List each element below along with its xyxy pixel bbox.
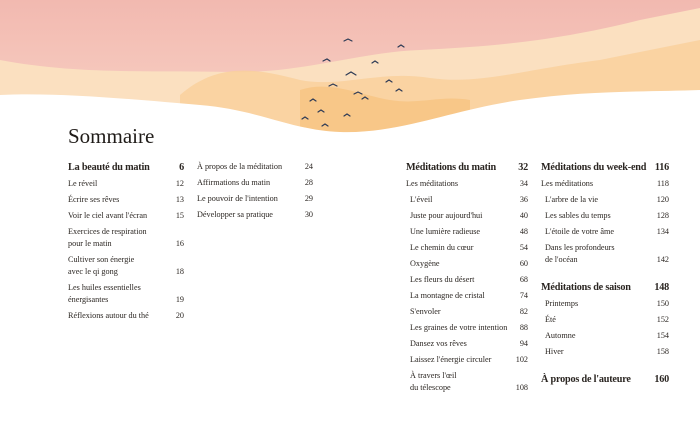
toc-page-number: 54 <box>519 243 528 252</box>
toc-page-number: 102 <box>515 355 528 364</box>
toc-entry-label: Méditations du week-end <box>541 162 647 173</box>
toc-page-number: 74 <box>519 291 528 300</box>
toc-entry <box>541 330 669 342</box>
toc-entry <box>68 226 184 250</box>
toc-entry-label: Écrire ses rêves <box>68 195 120 204</box>
toc-entry <box>541 242 669 266</box>
toc-page-number: 60 <box>519 259 528 268</box>
toc-column-2 <box>197 161 313 225</box>
toc-entry-label: L'éveil <box>410 195 433 204</box>
toc-entry-label: Cultiver son énergie avec le qi gong <box>68 255 135 276</box>
toc-page-number: 118 <box>657 179 669 188</box>
toc-entry <box>68 282 184 306</box>
toc-entry-label: La beauté du matin <box>68 162 150 173</box>
toc-entry-label: Hiver <box>545 347 564 356</box>
toc-entry-label: S'envoler <box>410 307 441 316</box>
toc-page-number: 134 <box>656 227 669 236</box>
toc-entry <box>406 290 528 302</box>
toc-entry <box>68 254 184 278</box>
toc-page-number: 16 <box>175 239 184 248</box>
toc-entry-label: À propos de la méditation <box>197 162 283 171</box>
toc-entry-label: Réflexions autour du thé <box>68 311 149 320</box>
toc-page-number: 158 <box>656 347 669 356</box>
toc-page-number: 32 <box>518 162 528 173</box>
toc-page-number: 116 <box>654 162 669 173</box>
toc-entry-label: Les méditations <box>406 179 459 188</box>
toc-entry <box>197 161 313 173</box>
toc-entry <box>406 274 528 286</box>
toc-entry <box>406 322 528 334</box>
toc-entry <box>68 194 184 206</box>
toc-entry-label: Le réveil <box>68 179 98 188</box>
toc-entry-label: Été <box>545 315 556 324</box>
toc-page-number: 40 <box>519 211 528 220</box>
toc-page-number: 13 <box>175 195 184 204</box>
toc-entry-label: Le pouvoir de l'intention <box>197 194 278 203</box>
toc-entry <box>541 314 669 326</box>
toc-section-heading <box>541 281 669 294</box>
toc-page-number: 88 <box>519 323 528 332</box>
toc-section-heading <box>406 161 528 174</box>
toc-page-number: 160 <box>654 374 669 385</box>
toc-entry <box>406 338 528 350</box>
toc-entry-label: À travers l'œil du télescope <box>410 371 457 392</box>
toc-entry-label: Méditations du matin <box>406 162 496 173</box>
toc-entry <box>541 226 669 238</box>
toc-entry-label: Les graines de votre intention <box>410 323 508 332</box>
toc-page-number: 142 <box>656 255 669 264</box>
toc-page-number: 20 <box>175 311 184 320</box>
toc-page-number: 148 <box>654 282 669 293</box>
toc-entry-label: Voir le ciel avant l'écran <box>68 211 148 220</box>
toc-column-3 <box>406 161 528 398</box>
toc-section-heading <box>68 161 184 174</box>
toc-entry-label: À propos de l'auteure <box>541 374 631 385</box>
toc-page-number: 150 <box>656 299 669 308</box>
toc-entry <box>406 258 528 270</box>
toc-entry-label: Les méditations <box>541 179 594 188</box>
page-title: Sommaire <box>68 124 155 148</box>
toc-section-heading <box>541 373 669 386</box>
toc-entry-label: L'étoile de votre âme <box>545 227 614 236</box>
toc-entry-label: Juste pour aujourd'hui <box>410 211 483 220</box>
toc-entry-label: Affirmations du matin <box>197 178 271 187</box>
toc-page-number: 24 <box>304 162 313 171</box>
toc-page-number: 48 <box>519 227 528 236</box>
toc-entry-label: Les fleurs du désert <box>410 275 475 284</box>
toc-entry <box>197 193 313 205</box>
toc-page-number: 36 <box>519 195 528 204</box>
toc-page-number: 30 <box>304 210 313 219</box>
toc-entry <box>406 242 528 254</box>
toc-page-number: 12 <box>175 179 184 188</box>
toc-entry <box>406 210 528 222</box>
toc-entry-label: La montagne de cristal <box>410 291 485 300</box>
toc-entry-label: L'arbre de la vie <box>545 195 599 204</box>
toc-page-number: 29 <box>304 194 313 203</box>
toc-entry <box>406 370 528 394</box>
toc-section-heading <box>541 161 669 174</box>
toc-entry <box>68 178 184 190</box>
toc-page-number: 152 <box>656 315 669 324</box>
toc-entry-label: Les huiles essentielles énergisantes <box>68 283 141 304</box>
toc-entry <box>406 226 528 238</box>
toc-entry <box>197 177 313 189</box>
toc-entry <box>68 310 184 322</box>
toc-entry <box>541 194 669 206</box>
toc-column-4 <box>541 161 669 390</box>
toc-entry <box>68 210 184 222</box>
toc-entry <box>406 306 528 318</box>
toc-entry-label: Oxygène <box>410 259 440 268</box>
toc-page-number: 34 <box>519 179 528 188</box>
toc-page-number: 128 <box>656 211 669 220</box>
toc-page-number: 154 <box>656 331 669 340</box>
toc-entry-label: Les sables du temps <box>545 211 611 220</box>
toc-page-number: 18 <box>175 267 184 276</box>
toc-page-number: 82 <box>519 307 528 316</box>
toc-entry <box>541 210 669 222</box>
toc-entry-label: Laissez l'énergie circuler <box>410 355 492 364</box>
watercolor-sky-illustration <box>0 0 700 140</box>
toc-entry <box>541 346 669 358</box>
toc-entry-label: Développer sa pratique <box>197 210 273 219</box>
toc-entry <box>197 209 313 221</box>
toc-page-number: 19 <box>175 295 184 304</box>
toc-entry-label: Exercices de respiration pour le matin <box>68 227 147 248</box>
toc-page-number: 120 <box>656 195 669 204</box>
toc-page-number: 6 <box>179 162 184 173</box>
toc-entry-label: Automne <box>545 331 576 340</box>
toc-page-number: 68 <box>519 275 528 284</box>
toc-entry <box>541 178 669 190</box>
toc-page-number: 15 <box>175 211 184 220</box>
toc-entry-label: Le chemin du cœur <box>410 243 474 252</box>
toc-page-number: 28 <box>304 178 313 187</box>
toc-entry-label: Dansez vos rêves <box>410 339 467 348</box>
toc-column-1 <box>68 161 184 326</box>
toc-entry-label: Printemps <box>545 299 579 308</box>
toc-page-number: 94 <box>519 339 528 348</box>
toc-entry-label: Une lumière radieuse <box>410 227 481 236</box>
toc-entry-label: Méditations de saison <box>541 282 631 293</box>
toc-entry <box>406 178 528 190</box>
toc-page-number: 108 <box>515 383 528 392</box>
toc-entry <box>406 194 528 206</box>
toc-entry <box>541 298 669 310</box>
toc-entry <box>406 354 528 366</box>
toc-entry-label: Dans les profondeurs de l'océan <box>545 243 615 264</box>
